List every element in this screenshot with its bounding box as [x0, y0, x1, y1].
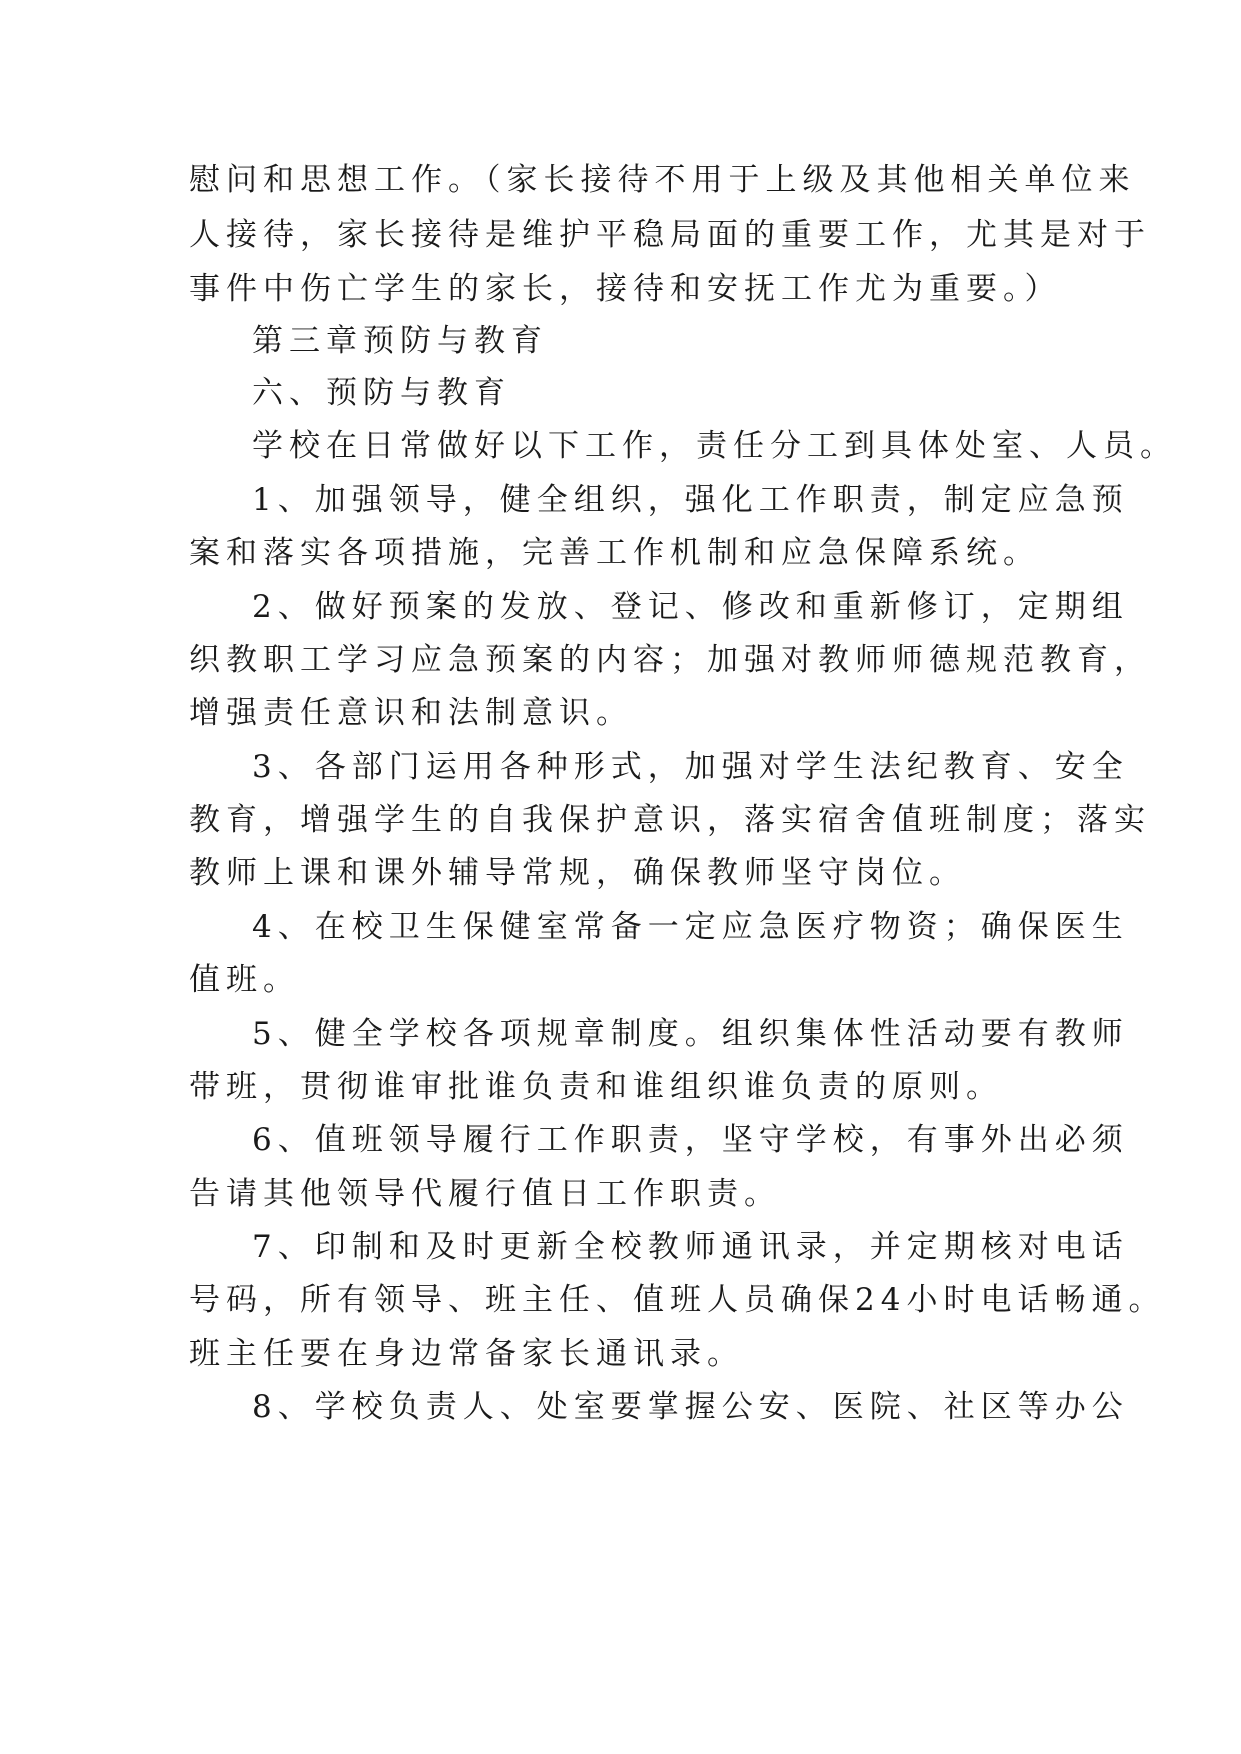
list-item-line: 4、在校卫生保健室常备一定应急医疗物资；确保医生: [252, 909, 1129, 945]
text-line: 带班，贯彻谁审批谁负责和谁组织谁负责的原则。: [189, 1069, 1003, 1105]
text-line: 教师上课和课外辅导常规，确保教师坚守岗位。: [189, 855, 966, 891]
list-item-line: 3、各部门运用各种形式，加强对学生法纪教育、安全: [252, 749, 1129, 785]
text-line: 人接待，家长接待是维护平稳局面的重要工作，尤其是对于: [189, 217, 1151, 253]
text-line: 织教职工学习应急预案的内容；加强对教师师德规范教育，: [189, 642, 1151, 678]
text-line: 增强责任意识和法制意识。: [189, 695, 633, 731]
text-line: 教育，增强学生的自我保护意识，落实宿舍值班制度；落实: [189, 802, 1151, 838]
text-line: 慰问和思想工作。（家长接待不用于上级及其他相关单位来: [189, 162, 1136, 198]
text-line: 号码，所有领导、班主任、值班人员确保24小时电话畅通。: [189, 1282, 1166, 1318]
text-line: 值班。: [189, 962, 300, 998]
text-line: 案和落实各项措施，完善工作机制和应急保障系统。: [189, 535, 1040, 571]
list-item-line: 7、印制和及时更新全校教师通讯录，并定期核对电话: [252, 1229, 1129, 1265]
list-item-line: 8、学校负责人、处室要掌握公安、医院、社区等办公: [252, 1389, 1129, 1425]
text-line: 事件中伤亡学生的家长，接待和安抚工作尤为重要。）: [189, 271, 1062, 307]
list-item-line: 2、做好预案的发放、登记、修改和重新修订，定期组: [252, 589, 1129, 625]
text-line: 班主任要在身边常备家长通讯录。: [189, 1336, 744, 1372]
list-item-line: 5、健全学校各项规章制度。组织集体性活动要有教师: [252, 1016, 1129, 1052]
text-line: 告请其他领导代履行值日工作职责。: [189, 1176, 781, 1212]
list-item-line: 1、加强领导，健全组织，强化工作职责，制定应急预: [252, 482, 1129, 518]
text-line: 学校在日常做好以下工作，责任分工到具体处室、人员。: [252, 428, 1177, 464]
section-heading: 六、预防与教育: [252, 375, 511, 411]
list-item-line: 6、值班领导履行工作职责，坚守学校，有事外出必须: [252, 1122, 1129, 1158]
chapter-heading: 第三章预防与教育: [252, 323, 548, 359]
